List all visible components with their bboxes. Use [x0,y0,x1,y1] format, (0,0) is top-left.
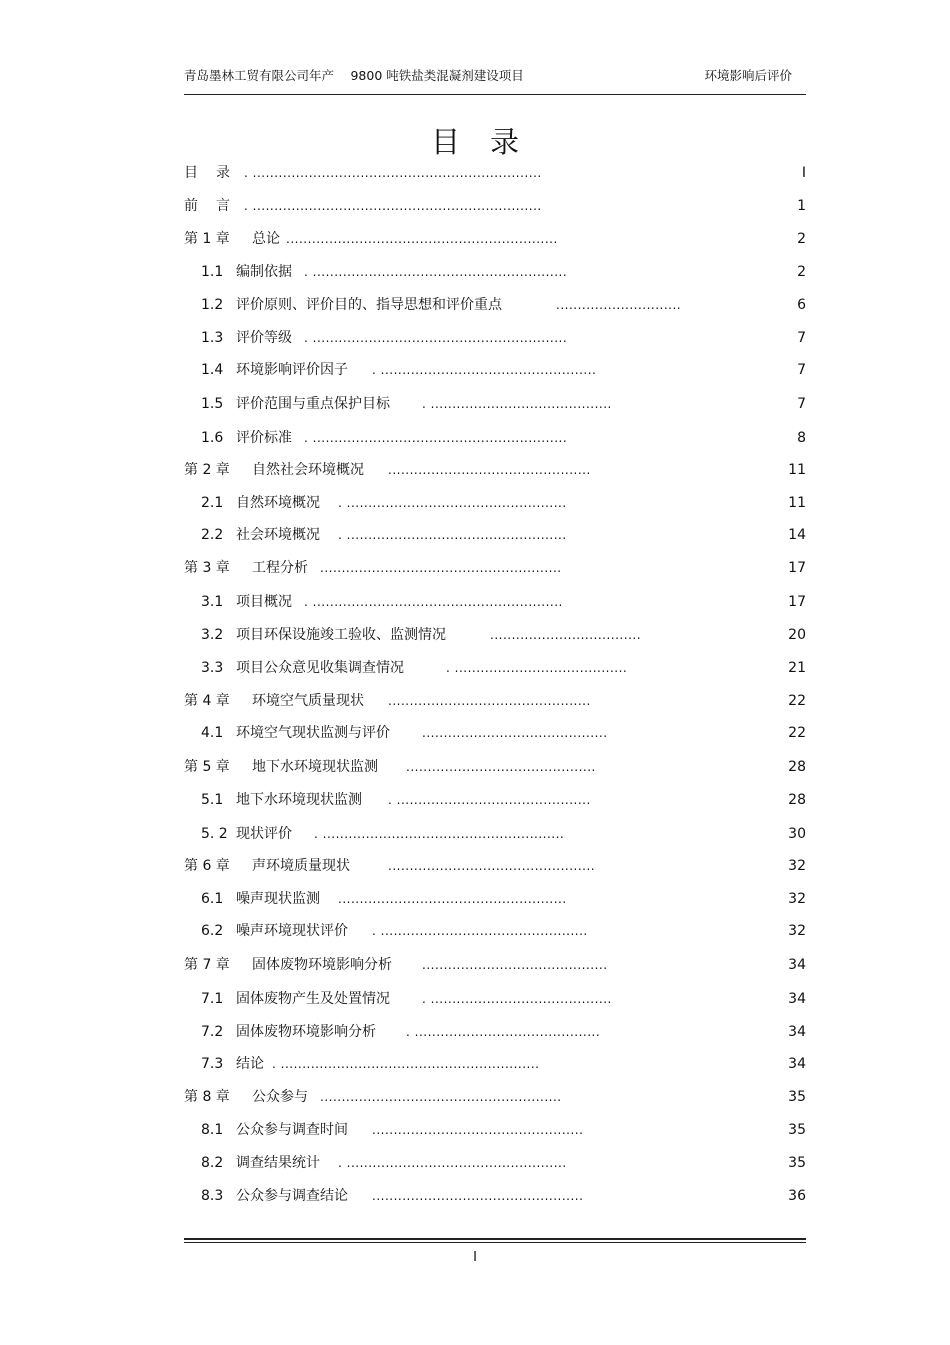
toc-entry[interactable] [184,360,806,380]
toc-entry-number: 8.3 [201,1188,224,1204]
toc-entry-title: 项目公众意见收集调查情况 [236,660,404,676]
toc-entry-page: 32 [788,923,806,939]
toc-entry-number: 第 5 章 [184,759,230,775]
toc-entry-page: 34 [788,957,806,973]
toc-entry-number: 目 [184,165,198,181]
toc-entry-title: 公众参与调查时间 [236,1122,348,1138]
toc-entry-leader: ................................................. [372,1123,584,1137]
toc-entry-number: 1.6 [201,430,224,446]
toc-entry-title: 言 [216,198,230,214]
header-project-title: 青岛墨林工贸有限公司年产 9800 吨铁盐类混凝剂建设项目 [184,68,524,83]
toc-entry[interactable] [184,592,806,612]
toc-entry-number: 第 3 章 [184,560,230,576]
toc-entry-page: 7 [797,396,806,412]
toc-entry-title: 评价原则、评价目的、指导思想和评价重点 [236,297,502,313]
toc-entry-leader: . ................................................... [338,1156,567,1170]
toc-entry[interactable] [184,328,806,348]
toc-entry-leader: . ............................................. [388,793,591,807]
toc-entry-page: 35 [788,1122,806,1138]
toc-entry-leader: . .......................................... [422,397,612,411]
toc-entry-page: 32 [788,891,806,907]
toc-entry[interactable] [184,921,806,941]
toc-entry-number: 7.2 [201,1024,224,1040]
toc-entry-number: 5.1 [201,792,224,808]
toc-entry[interactable] [184,1054,806,1074]
toc-entry[interactable] [184,955,806,975]
toc-entry-title: 固体废物环境影响分析 [236,1024,376,1040]
toc-entry[interactable] [184,558,806,578]
toc-entry-leader: ............................................... [388,694,591,708]
toc-entry-page: I [801,165,806,181]
toc-entry-page: 32 [788,858,806,874]
toc-entry-leader: . .................................................. [372,363,597,377]
toc-entry-page: 34 [788,991,806,1007]
toc-entry-page: 11 [788,462,806,478]
toc-entry[interactable] [184,1186,806,1206]
toc-entry-leader: ............................................................... [286,232,558,246]
toc-entry[interactable] [184,295,806,315]
toc-entry-number: 第 6 章 [184,858,230,874]
toc-entry-number: 第 4 章 [184,693,230,709]
toc-entry[interactable] [184,229,806,249]
toc-entry[interactable] [184,889,806,909]
toc-entry-page: 30 [788,826,806,842]
toc-entry-leader: ................................... [490,628,642,642]
toc-entry-number: 2.1 [201,495,224,511]
footer-rule [184,1238,806,1240]
toc-entry[interactable] [184,1153,806,1173]
toc-entry-leader: . ............................................................ [272,1057,540,1071]
header-report-type: 环境影响后评价 [704,68,792,83]
toc-entry-page: 34 [788,1024,806,1040]
page-header [184,66,806,86]
toc-entry[interactable] [184,460,806,480]
toc-entry[interactable] [184,824,806,844]
toc-entry-number: 3.3 [201,660,224,676]
page-title: 目录 [430,125,549,159]
toc-entry-leader: ............................................ [406,760,596,774]
footer-page-number: I [473,1250,477,1265]
toc-entry-title: 项目环保设施竣工验收、监测情况 [236,627,446,643]
toc-entry-title: 结论 [236,1056,264,1072]
toc-entry-page: 1 [797,198,806,214]
toc-entry-title: 项目概况 [236,594,292,610]
toc-entry[interactable] [184,428,806,448]
toc-entry-leader: . .......................................... [422,992,612,1006]
toc-entry[interactable] [184,1120,806,1140]
toc-entry-number: 7.3 [201,1056,224,1072]
toc-entry[interactable] [184,790,806,810]
toc-entry-page: 36 [788,1188,806,1204]
toc-entry-page: 17 [788,560,806,576]
toc-entry[interactable] [184,262,806,282]
toc-entry-title: 总论 [252,231,280,247]
toc-entry-title: 噪声环境现状评价 [236,923,348,939]
toc-entry-number: 6.1 [201,891,224,907]
toc-entry[interactable] [184,525,806,545]
toc-entry-leader: ........................................... [422,726,608,740]
toc-entry-number: 前 [184,198,198,214]
toc-entry-page: 35 [788,1155,806,1171]
toc-entry-title: 编制依据 [236,264,292,280]
toc-entry[interactable] [184,1022,806,1042]
toc-entry-leader: . ................................................... [338,496,567,510]
toc-entry-page: 22 [788,693,806,709]
toc-entry-title: 地下水环境现状监测 [236,792,362,808]
toc-entry[interactable] [184,394,806,414]
toc-entry-number: 4.1 [201,725,224,741]
toc-entry[interactable] [184,989,806,1009]
toc-entry[interactable] [184,658,806,678]
toc-entry-title: 环境空气质量现状 [252,693,364,709]
toc-entry-number: 5. 2 [201,826,228,842]
toc-entry-page: 28 [788,792,806,808]
toc-entry-title: 固体废物产生及处置情况 [236,991,390,1007]
toc-entry[interactable] [184,723,806,743]
toc-entry-title: 声环境质量现状 [252,858,350,874]
toc-entry-title: 工程分析 [252,560,308,576]
toc-entry-page: 17 [788,594,806,610]
toc-entry-leader: . ................................................... [338,528,567,542]
header-rule [184,94,806,95]
toc-entry[interactable] [184,856,806,876]
toc-entry-title: 评价范围与重点保护目标 [236,396,390,412]
toc-entry-page: 20 [788,627,806,643]
toc-entry-leader: ................................................ [388,859,596,873]
toc-entry-title: 环境空气现状监测与评价 [236,725,390,741]
toc-entry-number: 8.2 [201,1155,224,1171]
toc-entry[interactable] [184,625,806,645]
toc-entry-leader: ............................. [556,298,682,312]
toc-entry-title: 噪声现状监测 [236,891,320,907]
toc-entry-number: 1.3 [201,330,224,346]
toc-entry[interactable] [184,691,806,711]
toc-entry-title: 现状评价 [236,826,292,842]
toc-entry-page: 7 [797,362,806,378]
toc-entry-number: 第 1 章 [184,231,230,247]
toc-entry-number: 3.2 [201,627,224,643]
toc-entry-leader: . ........................................................... [304,431,568,445]
toc-entry-page: 14 [788,527,806,543]
toc-entry-page: 2 [797,264,806,280]
toc-entry-leader: ............................................... [388,463,591,477]
toc-entry-leader: . ................................................................... [244,199,542,213]
toc-entry-leader: . ................................................................... [244,166,542,180]
toc-entry-number: 1.4 [201,362,224,378]
toc-entry-page: 21 [788,660,806,676]
toc-entry-leader: ........................................................ [320,561,562,575]
toc-entry-title: 社会环境概况 [236,527,320,543]
toc-entry[interactable] [184,163,806,183]
toc-entry-leader: ................................................. [372,1189,584,1203]
toc-entry-leader: ........................................... [422,958,608,972]
toc-entry-leader: . .......................................................... [304,595,563,609]
toc-entry-page: 6 [797,297,806,313]
toc-entry-title: 公众参与调查结论 [236,1188,348,1204]
toc-entry-number: 第 8 章 [184,1089,230,1105]
toc-entry-number: 1.1 [201,264,224,280]
toc-entry-number: 第 7 章 [184,957,230,973]
toc-entry-title: 环境影响评价因子 [236,362,348,378]
toc-entry-leader: ..................................................... [338,892,567,906]
toc-entry-page: 34 [788,1056,806,1072]
toc-entry-title: 录 [216,165,230,181]
toc-entry-page: 11 [788,495,806,511]
toc-entry-page: 8 [797,430,806,446]
toc-entry-leader: . ................................................ [372,924,588,938]
toc-entry-page: 2 [797,231,806,247]
toc-entry-title: 固体废物环境影响分析 [252,957,392,973]
toc-entry-title: 地下水环境现状监测 [252,759,378,775]
toc-entry-title: 评价等级 [236,330,292,346]
toc-entry-title: 调查结果统计 [236,1155,320,1171]
toc-entry-leader: . ........................................................ [314,827,565,841]
toc-entry-leader: . ........................................................... [304,265,568,279]
toc-entry-page: 35 [788,1089,806,1105]
toc-entry-title: 自然社会环境概况 [252,462,364,478]
toc-entry-number: 7.1 [201,991,224,1007]
toc-entry-title: 自然环境概况 [236,495,320,511]
toc-entry-page: 7 [797,330,806,346]
toc-entry-number: 1.5 [201,396,224,412]
toc-entry-number: 3.1 [201,594,224,610]
toc-entry-page: 22 [788,725,806,741]
toc-entry[interactable] [184,196,806,216]
toc-entry-leader: . ........................................... [406,1025,601,1039]
toc-entry-number: 6.2 [201,923,224,939]
toc-entry-number: 1.2 [201,297,224,313]
toc-entry-number: 第 2 章 [184,462,230,478]
footer-rule-thin [184,1242,806,1243]
toc-entry[interactable] [184,1087,806,1107]
toc-entry-leader: ........................................................ [320,1090,562,1104]
toc-entry-leader: . ........................................................... [304,331,568,345]
toc-entry-number: 2.2 [201,527,224,543]
toc-entry-number: 8.1 [201,1122,224,1138]
toc-entry[interactable] [184,493,806,513]
toc-entry[interactable] [184,757,806,777]
toc-entry-title: 公众参与 [252,1089,308,1105]
toc-entry-title: 评价标准 [236,430,292,446]
toc-entry-leader: . ........................................ [446,661,628,675]
toc-entry-page: 28 [788,759,806,775]
